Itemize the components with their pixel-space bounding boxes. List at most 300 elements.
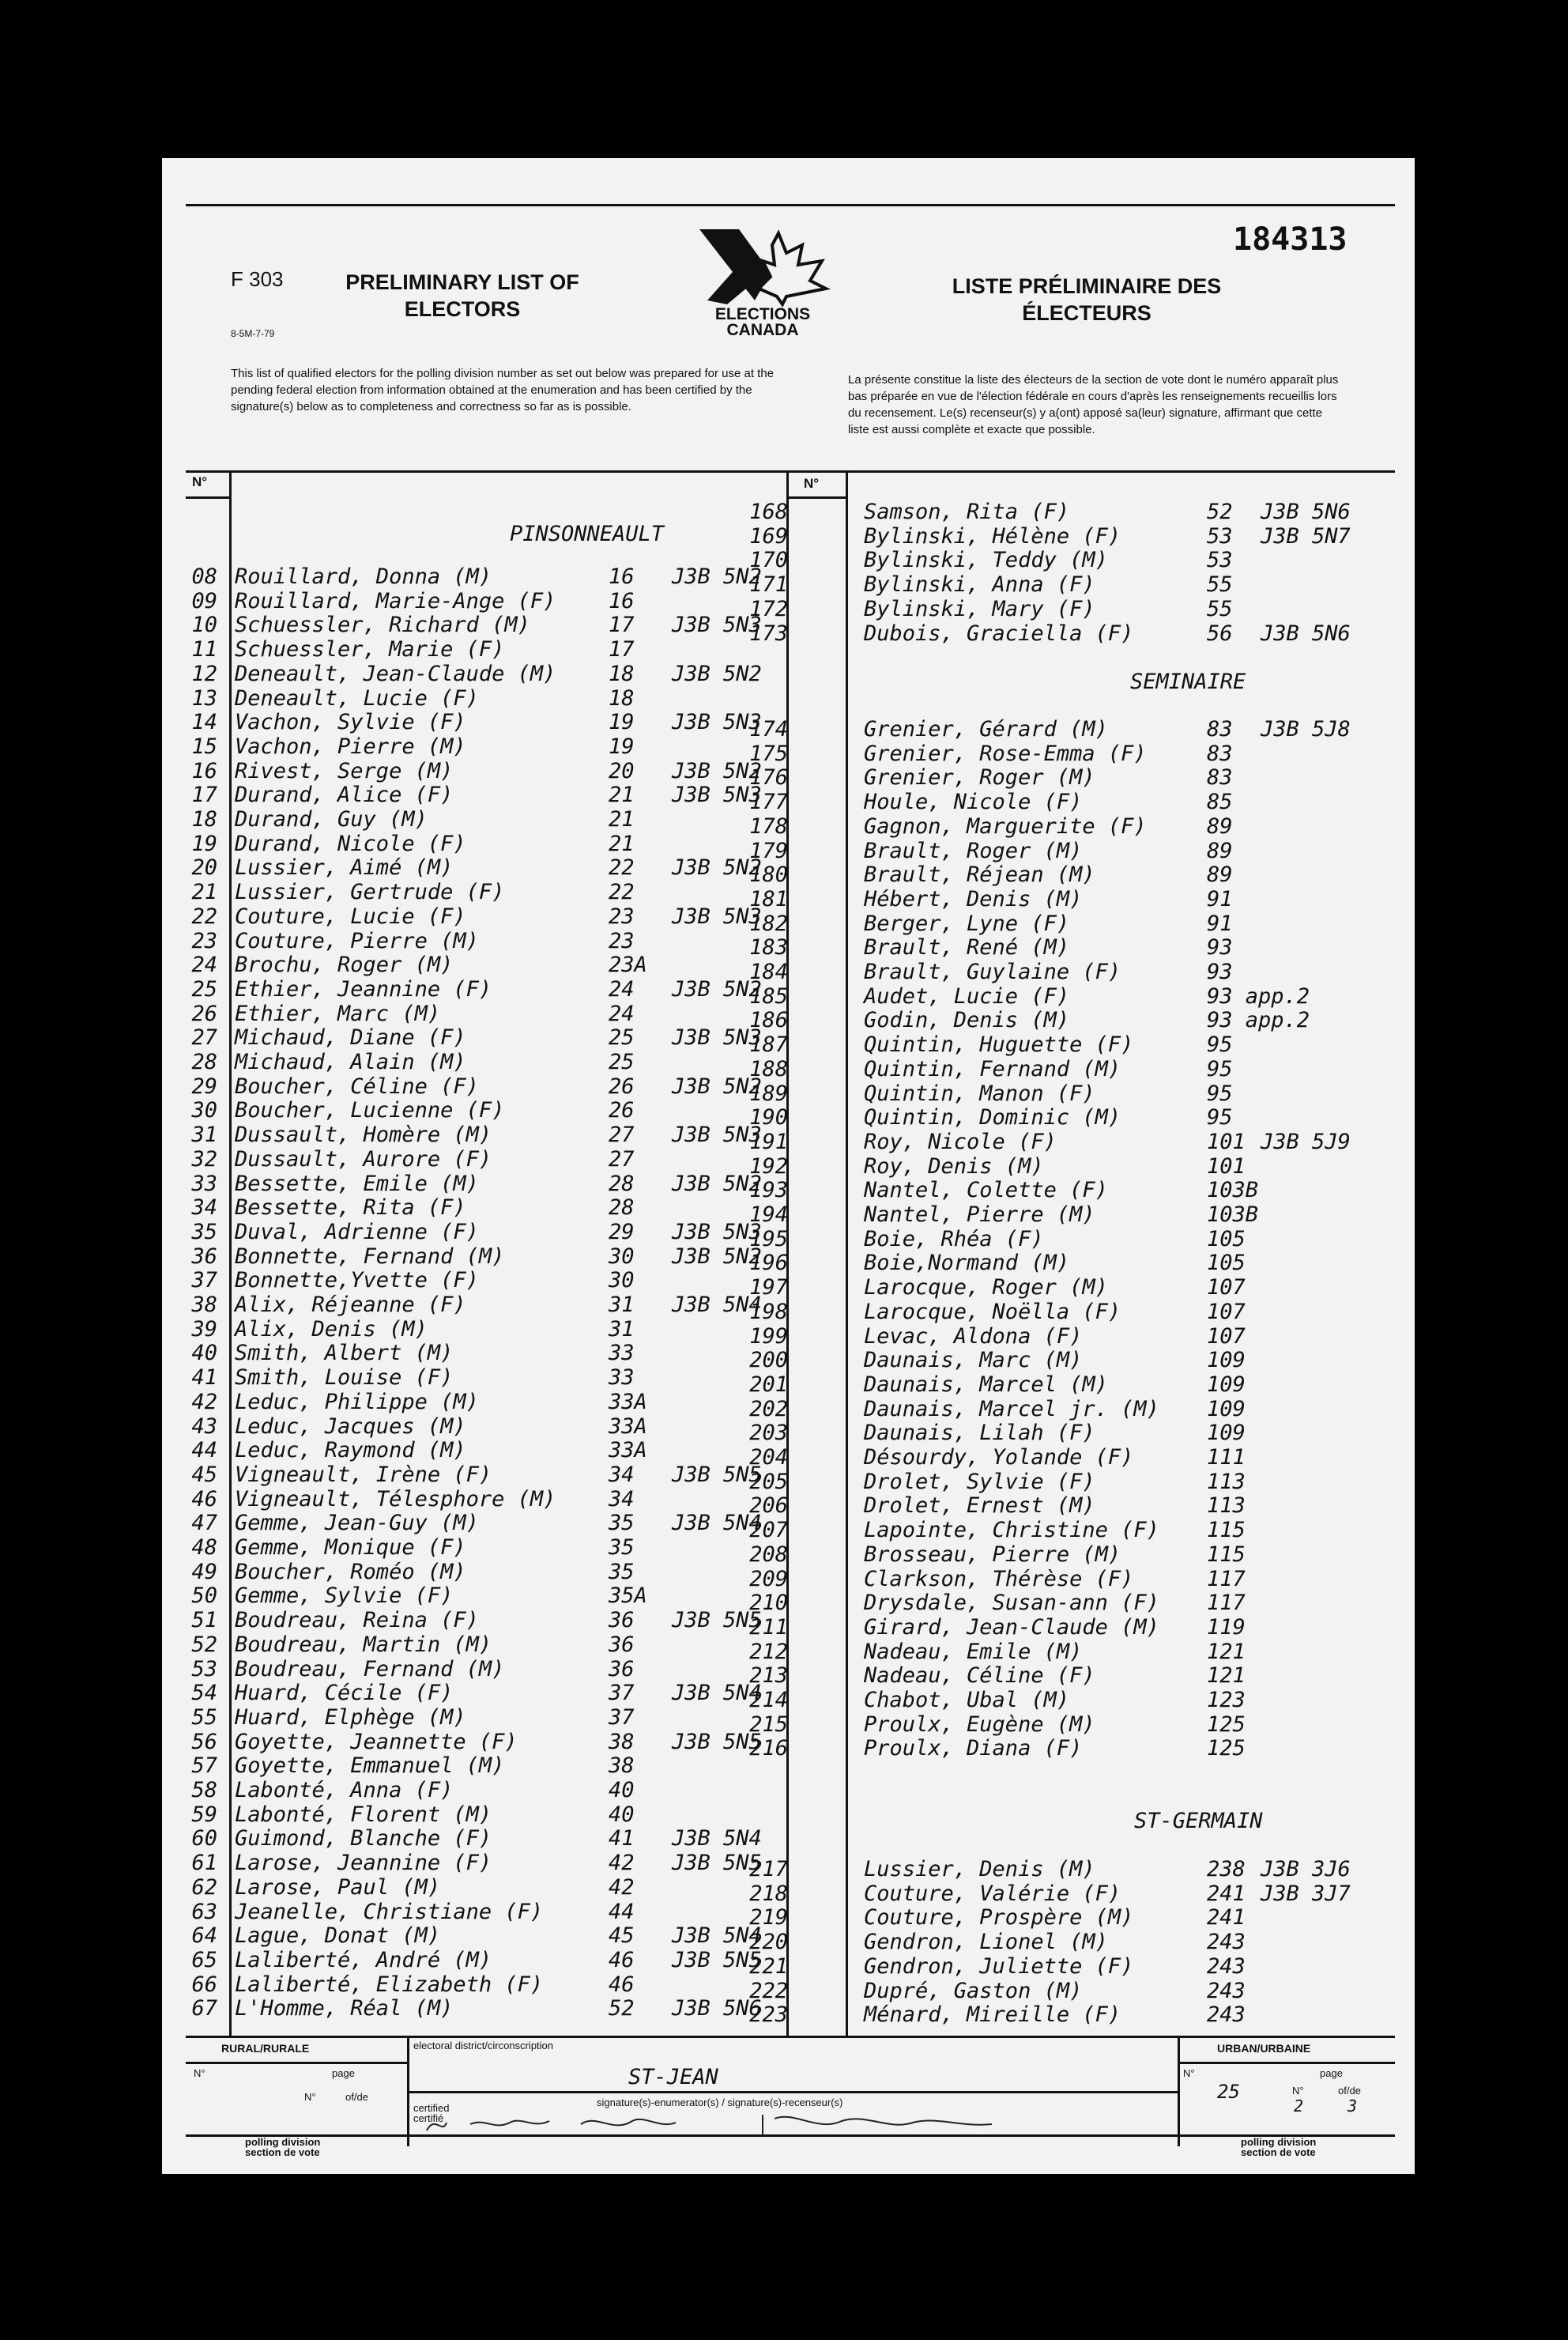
elector-address: 103B [1207,1178,1259,1203]
elector-address: 243 [1207,1930,1246,1955]
district-label: electoral district/circonscription [413,2040,554,2051]
elector-name: Drysdale, Susan-ann (F) [864,1591,1159,1616]
elector-address: 89 [1207,838,1233,863]
elector-address: 40 [609,1802,635,1827]
elector-address: 109 [1207,1372,1246,1397]
elector-address: 33 [609,1365,635,1391]
elector-name: Dussault, Homère (M) [235,1123,492,1148]
elector-postal-code: J3B 5N5 [672,1608,762,1633]
elector-number: 222 [749,1978,788,2003]
elector-number: 20 [191,855,217,881]
elector-number: 63 [191,1899,217,1924]
elector-number: 204 [749,1445,788,1470]
elector-name: Gendron, Lionel (M) [864,1930,1108,1955]
elector-postal-code: J3B 5N4 [672,1511,762,1536]
footer-top-rule [186,2036,1395,2038]
elector-name: Bylinski, Mary (F) [864,596,1095,621]
urban-page-label: page [1320,2067,1343,2079]
elector-address: 34 [609,1462,635,1487]
elector-address: 91 [1207,886,1233,911]
elector-name: Godin, Denis (M) [864,1008,1070,1033]
elector-name: Larose, Paul (M) [235,1874,441,1900]
elector-name: Deneault, Jean-Claude (M) [235,661,556,686]
elector-address: 26 [609,1098,635,1123]
elector-number: 29 [191,1074,217,1099]
elector-postal-code: J3B 5N3 [672,710,762,735]
elector-number: 40 [191,1341,217,1366]
elector-address: 21 [609,831,635,856]
elector-address: 55 [1207,572,1233,598]
elector-name: Guimond, Blanche (F) [235,1826,492,1851]
elector-number: 54 [191,1681,217,1706]
elector-address: 29 [609,1219,635,1244]
elector-address: 26 [609,1074,635,1099]
elector-name: Quintin, Huguette (F) [864,1032,1134,1058]
elector-address: 42 [609,1851,635,1876]
elector-address: 52 [1207,500,1233,524]
elector-address: 36 [609,1632,635,1657]
elector-number: 58 [191,1778,217,1802]
elector-postal-code: J3B 5N3 [672,1025,762,1051]
elector-number: 168 [749,500,788,524]
elector-number: 56 [191,1729,217,1754]
elector-address: 53 [1207,523,1233,549]
elector-number: 46 [191,1486,217,1512]
elector-address: 44 [609,1899,635,1924]
elector-name: Quintin, Fernand (M) [864,1056,1121,1081]
title-english-line-1: PRELIMINARY LIST OF [345,270,579,294]
elector-name: Duval, Adrienne (F) [235,1219,479,1244]
elector-address: 25 [609,1050,635,1074]
elector-address: 89 [1207,862,1233,888]
elector-number: 180 [749,862,788,888]
elector-name: Drolet, Sylvie (F) [864,1469,1095,1494]
elector-address: 107 [1207,1299,1246,1324]
elector-number: 183 [749,935,788,961]
form-revision: 8-5M-7-79 [231,328,275,339]
elector-address: 125 [1207,1712,1246,1737]
elector-name: Lussier, Aimé (M) [235,855,454,881]
elector-address: 105 [1207,1251,1246,1276]
elector-number: 210 [749,1591,788,1616]
elector-address: 24 [609,1001,635,1026]
elector-address: 91 [1207,911,1233,936]
elector-name: Bonnette, Fernand (M) [235,1244,505,1269]
elector-address: 36 [609,1608,635,1633]
elector-number: 177 [749,790,788,815]
urban-label: URBAN/URBAINE [1217,2042,1311,2055]
elector-address: 18 [609,685,635,711]
elector-number: 25 [191,976,217,1002]
elector-name: Boudreau, Reina (F) [235,1608,479,1633]
elector-postal-code: J3B 5N2 [672,758,762,783]
elector-address: 93 app.2 [1207,1008,1310,1033]
logo-text-line-1: ELECTIONS [714,305,811,323]
urban-page-no-label: N° [1292,2085,1304,2097]
section-pinsonneault: PINSONNEAULT [510,522,665,546]
elector-address: 30 [609,1244,635,1269]
elector-number: 14 [191,710,217,735]
elector-name: Alix, Réjeanne (F) [235,1293,466,1317]
elector-address: 21 [609,783,635,808]
elector-name: Grenier, Gérard (M) [864,717,1108,742]
elector-address: 34 [609,1486,635,1512]
elector-address: 95 [1207,1105,1233,1130]
elector-name: Dupré, Gaston (M) [864,1978,1083,2003]
elector-number: 185 [749,983,788,1009]
rural-page-label: page [332,2067,355,2079]
section-st-germain: ST-GERMAIN [1134,1809,1263,1833]
logo-text [684,307,842,338]
elector-number: 19 [191,831,217,856]
elector-name: Boudreau, Martin (M) [235,1632,492,1657]
elector-name: Gendron, Juliette (F) [864,1953,1134,1979]
elector-number: 214 [749,1688,788,1712]
elector-address: 101 [1207,1129,1246,1154]
elector-number: 178 [749,813,788,839]
elector-name: Brochu, Roger (M) [235,953,454,978]
elector-number: 64 [191,1923,217,1949]
signature-label: signature(s)-enumerator(s) / signature(s)-recenseur(s) [597,2097,843,2108]
elector-number: 186 [749,1008,788,1033]
elector-number: 11 [191,637,217,662]
elector-postal-code: J3B 5J8 [1261,717,1351,742]
elector-number: 202 [749,1396,788,1421]
left-number-column-rule [229,470,232,2036]
title-french [929,273,1245,326]
elector-number: 221 [749,1953,788,1979]
elector-postal-code: J3B 5N5 [672,1851,762,1876]
elector-postal-code: J3B 3J6 [1261,1857,1351,1881]
elector-number: 13 [191,685,217,711]
elector-number: 08 [191,564,217,589]
urban-page-number: 2 [1294,2097,1304,2115]
elector-number: 215 [749,1712,788,1737]
elector-name: Boucher, Céline (F) [235,1074,479,1099]
elector-address: 45 [609,1923,635,1949]
elector-address: 38 [609,1753,635,1779]
elector-name: Roy, Denis (M) [864,1153,1044,1179]
elector-name: Quintin, Manon (F) [864,1081,1095,1106]
elector-name: Leduc, Raymond (M) [235,1438,466,1463]
elector-number: 42 [191,1389,217,1414]
elector-name: Samson, Rita (F) [864,500,1070,524]
elector-name: Durand, Nicole (F) [235,831,466,856]
elector-address: 103B [1207,1202,1259,1227]
elector-number: 26 [191,1001,217,1026]
elector-number: 39 [191,1316,217,1342]
elector-name: Gemme, Sylvie (F) [235,1583,454,1609]
elector-number: 216 [749,1736,788,1761]
elector-number: 208 [749,1542,788,1567]
maple-leaf-icon [759,233,826,304]
elector-name: Ménard, Mireille (F) [864,2002,1121,2028]
elector-name: Drolet, Ernest (M) [864,1493,1095,1519]
elector-name: Durand, Guy (M) [235,807,428,832]
elector-number: 48 [191,1535,217,1560]
elector-name: Bylinski, Hélène (F) [864,523,1121,549]
elector-name: Brault, Réjean (M) [864,862,1095,888]
elector-name: Goyette, Emmanuel (M) [235,1753,505,1779]
elector-name: Larose, Jeannine (F) [235,1851,492,1876]
elector-address: 27 [609,1123,635,1148]
elector-number: 34 [191,1195,217,1221]
elector-name: Larocque, Noëlla (F) [864,1299,1121,1324]
elector-address: 56 [1207,621,1233,646]
elector-number: 41 [191,1365,217,1391]
urban-page-of-label: of/de [1338,2085,1361,2097]
elector-name: Lague, Donat (M) [235,1923,441,1949]
elector-address: 33A [609,1389,647,1414]
elector-address: 107 [1207,1323,1246,1349]
elector-address: 243 [1207,1978,1246,2003]
elector-number: 189 [749,1081,788,1106]
elector-address: 83 [1207,741,1233,766]
elector-postal-code: J3B 5N4 [672,1293,762,1317]
elector-postal-code: J3B 5N6 [1261,621,1351,646]
elector-name: Roy, Nicole (F) [864,1129,1057,1154]
elector-postal-code: J3B 5N5 [672,1947,762,1972]
elector-address: 107 [1207,1275,1246,1300]
elector-number: 197 [749,1275,788,1300]
elector-name: Lussier, Denis (M) [864,1857,1095,1881]
elector-name: Rouillard, Marie-Ange (F) [235,588,556,613]
elector-name: Huard, Cécile (F) [235,1681,454,1706]
elector-postal-code: J3B 5N3 [672,613,762,638]
elector-postal-code: J3B 5N3 [672,783,762,808]
elector-name: Vachon, Pierre (M) [235,734,466,759]
elector-name: Daunais, Marcel (M) [864,1372,1108,1397]
elector-number: 199 [749,1323,788,1349]
elector-address: 42 [609,1874,635,1900]
elector-name: Bessette, Rita (F) [235,1195,466,1221]
elector-number: 188 [749,1056,788,1081]
elector-address: 241 [1207,1881,1246,1906]
elector-number: 181 [749,886,788,911]
elector-name: Lapointe, Christine (F) [864,1518,1159,1543]
elector-name: Michaud, Diane (F) [235,1025,466,1051]
left-no-header-rule [186,496,232,499]
elector-number: 60 [191,1826,217,1851]
elector-name: Gemme, Monique (F) [235,1535,466,1560]
intro-english: This list of qualified electors for the polling division number as set out below was prepared for use at the pending federal election from information obtained at the enumeration and has been certified by the signature(s) below as to completeness and correctness so far as is possible. [231,367,775,413]
elector-number: 21 [191,880,217,905]
elector-address: 37 [609,1704,635,1730]
elector-name: Nadeau, Céline (F) [864,1663,1095,1689]
left-no-header: N° [192,474,208,489]
elector-name: Désourdy, Yolande (F) [864,1445,1134,1470]
elector-name: Brault, Roger (M) [864,838,1083,863]
elector-name: Laliberté, André (M) [235,1947,492,1972]
elector-number: 12 [191,661,217,686]
elector-postal-code: J3B 5N5 [672,1729,762,1754]
elector-name: L'Homme, Réal (M) [235,1996,454,2021]
elector-name: Boucher, Roméo (M) [235,1559,466,1584]
right-no-header-top [786,470,848,473]
elector-number: 32 [191,1146,217,1172]
elector-postal-code: J3B 5N2 [672,564,762,589]
title-french-line-2: ÉLECTEURS [1022,301,1152,325]
elector-name: Nantel, Colette (F) [864,1178,1108,1203]
elector-number: 65 [191,1947,217,1972]
elector-address: 37 [609,1681,635,1706]
elector-number: 211 [749,1614,788,1640]
elector-name: Labonté, Florent (M) [235,1802,492,1827]
elector-number: 218 [749,1881,788,1906]
title-english-line-2: ELECTORS [404,297,521,321]
elector-postal-code: J3B 5N5 [672,1462,762,1487]
elector-address: 17 [609,637,635,662]
elector-postal-code: J3B 5N2 [672,1244,762,1269]
elector-name: Vachon, Sylvie (F) [235,710,466,735]
elector-name: Dussault, Aurore (F) [235,1146,492,1172]
elector-address: 101 [1207,1153,1246,1179]
elector-number: 66 [191,1972,217,1997]
elector-address: 21 [609,807,635,832]
elector-name: Bonnette,Yvette (F) [235,1268,479,1293]
elector-address: 28 [609,1171,635,1196]
district-value: ST-JEAN [628,2065,718,2089]
elector-postal-code: J3B 5J9 [1261,1129,1351,1154]
elector-number: 30 [191,1098,217,1123]
elector-number: 24 [191,953,217,978]
elector-number: 201 [749,1372,788,1397]
footer-rural-rule [186,2062,407,2064]
elector-name: Daunais, Marcel jr. (M) [864,1396,1159,1421]
elector-number: 207 [749,1518,788,1543]
elector-number: 31 [191,1123,217,1148]
elector-name: Bessette, Emile (M) [235,1171,479,1196]
elector-postal-code: J3B 3J7 [1261,1881,1351,1906]
elector-postal-code: J3B 5N4 [672,1923,762,1949]
elector-number: 169 [749,523,788,549]
urban-number: 25 [1217,2081,1240,2103]
elector-name: Boie,Normand (M) [864,1251,1070,1276]
elector-number: 195 [749,1226,788,1251]
elector-number: 15 [191,734,217,759]
enumerator-signatures [423,2107,1134,2138]
elector-address: 95 [1207,1056,1233,1081]
elector-postal-code: J3B 5N4 [672,1681,762,1706]
elector-number: 219 [749,1905,788,1930]
elector-address: 89 [1207,813,1233,839]
elector-address: 109 [1207,1348,1246,1373]
right-no-header-rule [786,496,848,499]
elector-address: 31 [609,1316,635,1342]
intro-french: La présente constitue la liste des électeurs de la section de vote dont le numéro apparaît plus bas préparée en vue de l'élection fédérale en cours d'après les renseignements recueillis lors du recensement. Le(s) recenseur(s) y a(ont) apposé sa(leur) signature, affirmant que cette liste est aussi complète et exacte que possible. [848,373,1339,436]
elector-address: 243 [1207,2002,1246,2028]
form-code: F 303 [231,267,284,291]
elector-name: Laliberté, Elizabeth (F) [235,1972,544,1997]
elector-name: Nadeau, Emile (M) [864,1639,1083,1664]
elector-name: Gemme, Jean-Guy (M) [235,1511,479,1536]
elector-name: Proulx, Diana (F) [864,1736,1083,1761]
elector-name: Huard, Elphège (M) [235,1704,466,1730]
elector-name: Durand, Alice (F) [235,783,454,808]
elector-name: Chabot, Ubal (M) [864,1688,1070,1712]
elector-address: 95 [1207,1032,1233,1058]
elector-address: 28 [609,1195,635,1221]
elector-address: 121 [1207,1639,1246,1664]
elector-name: Boucher, Lucienne (F) [235,1098,505,1123]
elector-address: 83 [1207,717,1233,742]
elector-address: 123 [1207,1688,1246,1712]
rural-polling-label: polling division section de vote [245,2136,321,2158]
elector-postal-code: J3B 5N7 [1261,523,1351,549]
elector-address: 83 [1207,765,1233,791]
elector-name: Brault, Guylaine (F) [864,960,1121,984]
elector-name: Schuessler, Marie (F) [235,637,505,662]
elector-postal-code: J3B 5N2 [672,1074,762,1099]
elector-number: 44 [191,1438,217,1463]
elector-name: Michaud, Alain (M) [235,1050,466,1074]
elector-address: 46 [609,1947,635,1972]
elector-address: 31 [609,1293,635,1317]
urban-page-of-number: 3 [1348,2097,1358,2115]
elector-name: Rivest, Serge (M) [235,758,454,783]
elector-number: 59 [191,1802,217,1827]
elector-address: 53 [1207,548,1233,573]
elector-name: Girard, Jean-Claude (M) [864,1614,1159,1640]
elector-address: 38 [609,1729,635,1754]
elector-address: 125 [1207,1736,1246,1761]
elector-address: 23 [609,904,635,929]
elector-name: Couture, Prospère (M) [864,1905,1134,1930]
elector-address: 238 [1207,1857,1246,1881]
elector-name: Bylinski, Teddy (M) [864,548,1108,573]
elector-address: 105 [1207,1226,1246,1251]
urban-polling-label: polling division section de vote [1241,2136,1317,2158]
elector-name: Couture, Lucie (F) [235,904,466,929]
elector-name: Larocque, Roger (M) [864,1275,1108,1300]
elector-number: 170 [749,548,788,573]
elector-postal-code: J3B 5N3 [672,1123,762,1148]
elector-address: 113 [1207,1469,1246,1494]
elector-address: 109 [1207,1421,1246,1446]
elector-name: Quintin, Dominic (M) [864,1105,1121,1130]
elector-number: 198 [749,1299,788,1324]
elector-address: 30 [609,1268,635,1293]
elector-number: 176 [749,765,788,791]
elector-number: 17 [191,783,217,808]
elector-name: Smith, Louise (F) [235,1365,454,1391]
elector-number: 22 [191,904,217,929]
elector-number: 37 [191,1268,217,1293]
elector-number: 172 [749,596,788,621]
elector-name: Ethier, Jeannine (F) [235,976,492,1002]
elector-name: Rouillard, Donna (M) [235,564,492,589]
elector-number: 61 [191,1851,217,1876]
elector-name: Goyette, Jeannette (F) [235,1729,518,1754]
elector-name: Boudreau, Fernand (M) [235,1656,505,1681]
serial-number: 184313 [1233,221,1348,258]
elector-name: Clarkson, Thérèse (F) [864,1566,1134,1591]
elector-number: 53 [191,1656,217,1681]
elector-number: 47 [191,1511,217,1536]
elector-address: 85 [1207,790,1233,815]
elector-address: 52 [609,1996,635,2021]
elector-number: 193 [749,1178,788,1203]
elector-address: 18 [609,661,635,686]
elector-postal-code: J3B 5N2 [672,976,762,1002]
elector-number: 23 [191,928,217,953]
footer-urban-rule [1178,2062,1395,2064]
elector-number: 194 [749,1202,788,1227]
elector-address: 121 [1207,1663,1246,1689]
elector-number: 203 [749,1421,788,1446]
elector-number: 190 [749,1105,788,1130]
elector-name: Brosseau, Pierre (M) [864,1542,1121,1567]
